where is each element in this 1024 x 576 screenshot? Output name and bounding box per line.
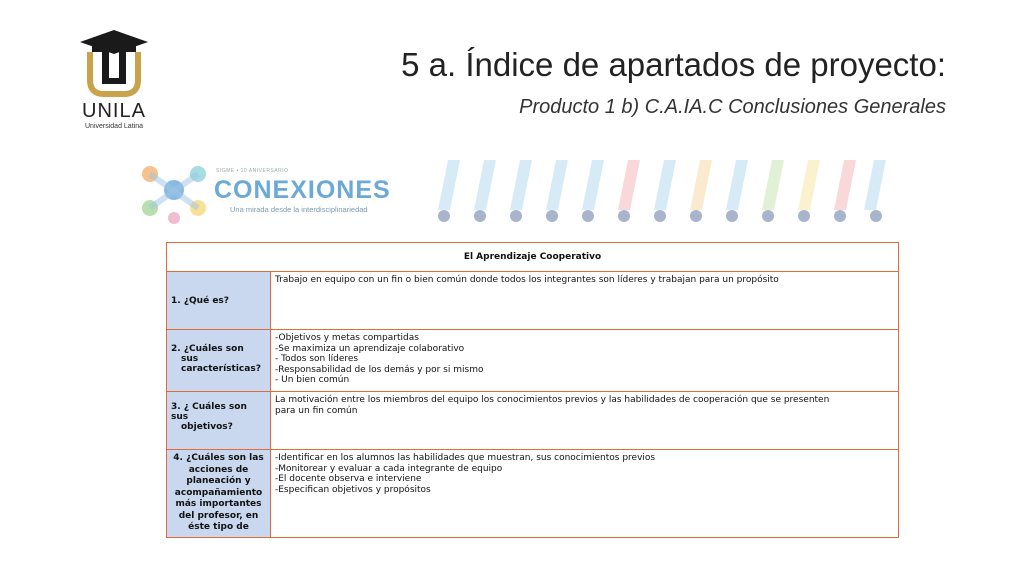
question-line: objetivos? [181, 422, 233, 432]
answer-cell [271, 272, 899, 330]
table-row [167, 450, 899, 538]
slide-title-main: 5 a. Índice de apartados de proyecto [401, 46, 937, 83]
answer-line: -Se maximiza un aprendizaje colaborativo [275, 343, 465, 354]
answer-line: para un fin común [275, 405, 358, 416]
question-cell [167, 272, 271, 330]
question-line: 1. ¿Qué es? [171, 295, 230, 306]
conexiones-network-icon [138, 160, 210, 226]
logo-name: UNILA [82, 100, 146, 122]
table-header-row [167, 243, 899, 272]
question-line: 2. ¿Cuáles son [171, 344, 244, 354]
question-line: 3. ¿ Cuáles son sus [171, 402, 247, 422]
table-row [167, 272, 899, 330]
slide-title [300, 46, 946, 84]
answer-line: -El docente observa e interviene [275, 474, 422, 485]
slide-title-colon: : [936, 46, 946, 83]
question-line: del profesor, en [178, 510, 259, 521]
unila-logo [72, 28, 156, 138]
answer-line: -Responsabilidad de los demás y por si mismo [275, 364, 484, 375]
answer-cell [271, 450, 899, 538]
answer-line: -Especifican objetivos y propósitos [275, 484, 431, 495]
conexiones-banner [138, 160, 888, 226]
table-header: El Aprendizaje Cooperativo [167, 243, 899, 272]
question-cell [167, 450, 271, 538]
question-cell [167, 330, 271, 392]
question-line: sus [181, 354, 199, 364]
answer-line: Trabajo en equipo con un fin o bien común donde todos los integrantes son líderes y trabajan para un propósito [275, 275, 779, 285]
decorative-stripes [438, 160, 888, 226]
question-line: 4. ¿Cuáles son las [173, 453, 264, 463]
banner-word: CONEXIONES [214, 176, 391, 204]
graduation-cap-logo-icon [78, 28, 150, 100]
answer-line: La motivación entre los miembros del equipo los conocimientos previos y las habilidades de cooperación que se presenten [275, 395, 830, 405]
answer-line: - Todos son líderes [275, 354, 359, 365]
question-cell [167, 392, 271, 450]
answer-line: -Objetivos y metas compartidas [275, 333, 419, 343]
table-row [167, 330, 899, 392]
question-line: características? [181, 364, 261, 374]
answer-line: -Monitorear y evaluar a cada integrante de equipo [275, 463, 503, 474]
answer-line: - Un bien común [275, 375, 350, 386]
question-line: acompañamiento [174, 487, 263, 498]
question-line: planeación y [186, 476, 251, 486]
question-line: más importantes [175, 499, 262, 509]
answer-line: -Identificar en los alumnos las habilidades que muestran, sus conocimientos previos [275, 453, 656, 463]
answer-cell [271, 392, 899, 450]
logo-subtitle: Universidad Latina [85, 123, 143, 130]
slide-subtitle: Producto 1 b) C.A.IA.C Conclusiones Generales [519, 96, 946, 118]
banner-tagline: Una mirada desde la interdisciplinariedad [230, 205, 368, 214]
answer-cell [271, 330, 899, 392]
cooperative-learning-table [166, 242, 899, 538]
banner-top-text: SIGME • 10 ANIVERSARIO [216, 168, 289, 174]
question-line: éste tipo de [188, 522, 249, 532]
table-row [167, 392, 899, 450]
question-line: acciones de [188, 464, 249, 475]
